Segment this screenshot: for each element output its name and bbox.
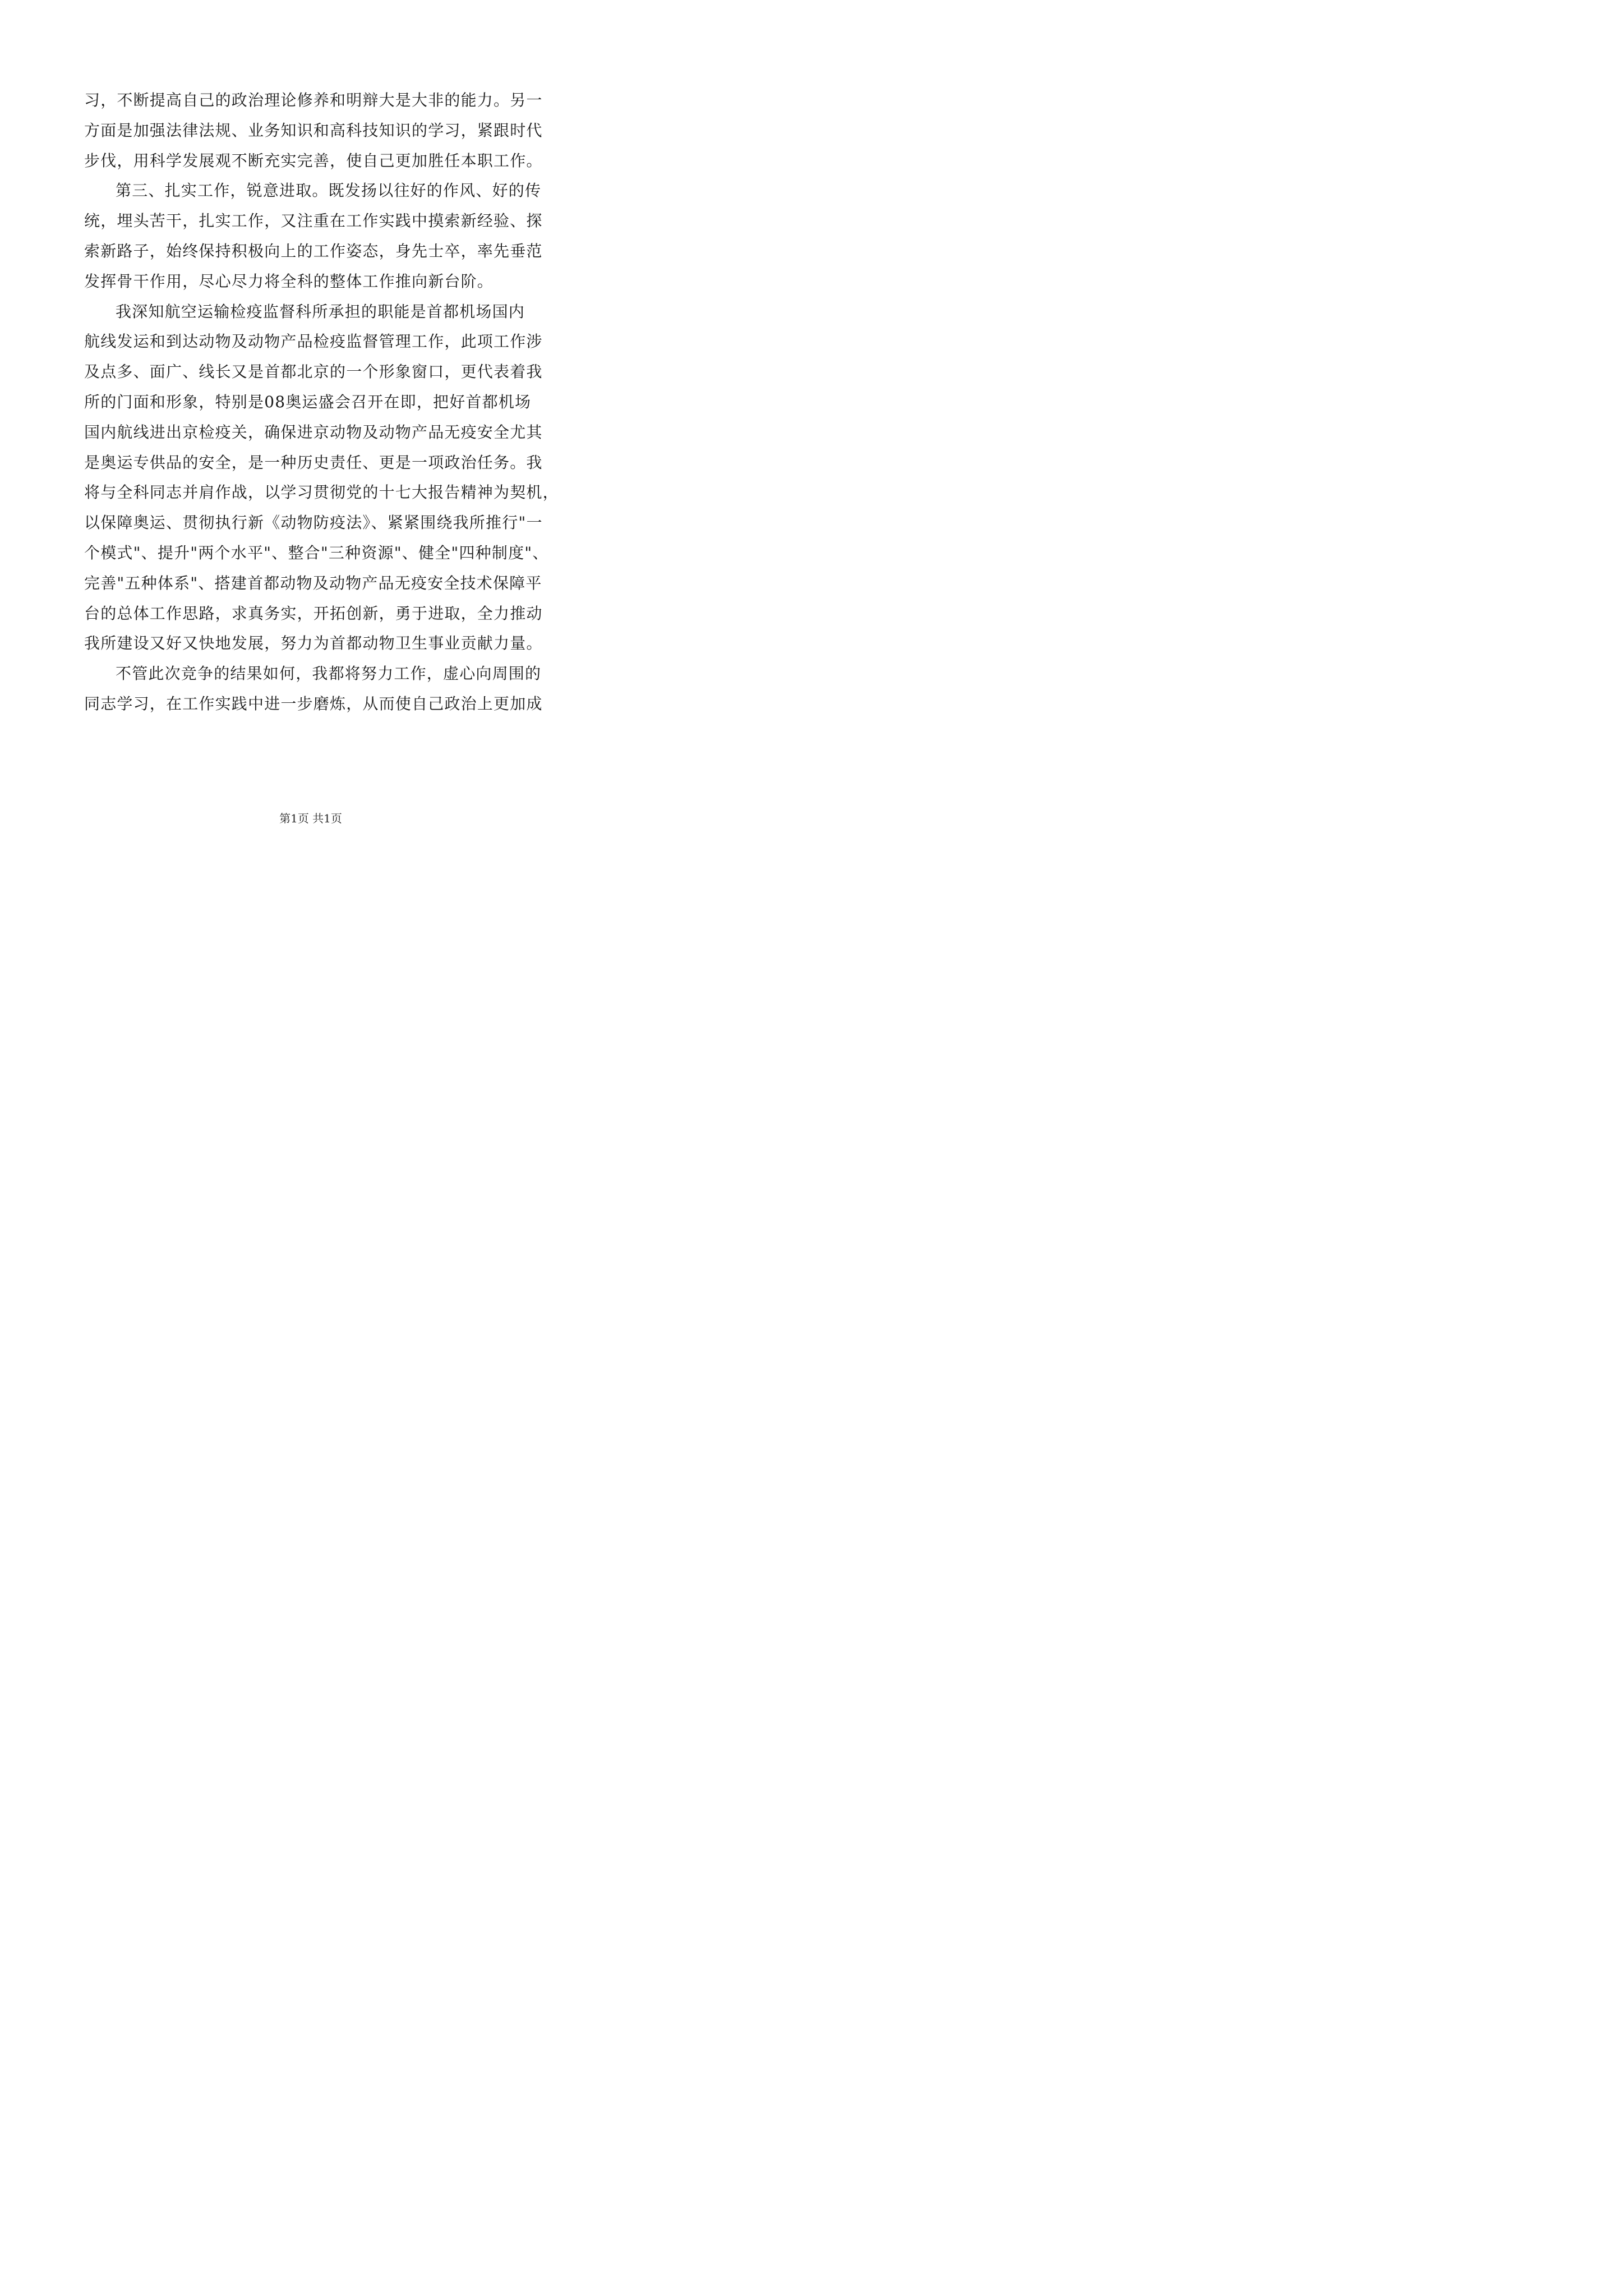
text-line: 所的门面和形象，特别是08奥运盛会召开在即，把好首都机场 [84, 392, 532, 411]
text-line: 习，不断提高自己的政治理论修养和明辩大是大非的能力。另一 [84, 91, 543, 109]
text-line: 将与全科同志并肩作战，以学习贯彻党的十七大报告精神为契机， [84, 483, 559, 502]
text-line: 完善"五种体系"、搭建首都动物及动物产品无疫安全技术保障平 [84, 573, 542, 592]
text-line: 发挥骨干作用，尽心尽力将全科的整体工作推向新台阶。 [84, 272, 494, 291]
text-line: 同志学习，在工作实践中进一步磨炼，从而使自己政治上更加成 [84, 694, 543, 713]
text-line: 步伐，用科学发展观不断充实完善，使自己更加胜任本职工作。 [84, 151, 543, 170]
text-line: 个模式"、提升"两个水平"、整合"三种资源"、健全"四种制度"、 [84, 543, 549, 562]
paragraph-start-line: 第三、扎实工作，锐意进取。既发扬以往好的作风、好的传 [116, 181, 542, 200]
paragraph-start-line: 不管此次竞争的结果如何，我都将努力工作，虚心向周围的 [116, 664, 542, 683]
document-page [0, 0, 621, 879]
text-line: 及点多、面广、线长又是首都北京的一个形象窗口，更代表着我 [84, 362, 543, 381]
body-text [84, 85, 559, 719]
text-line: 航线发运和到达动物及动物产品检疫监督管理工作，此项工作涉 [84, 332, 543, 351]
page-footer: 第1页 共1页 [279, 812, 342, 825]
text-line: 我所建设又好又快地发展，努力为首都动物卫生事业贡献力量。 [84, 634, 543, 653]
paragraph-start-line: 我深知航空运输检疫监督科所承担的职能是首都机场国内 [116, 302, 525, 321]
text-line: 台的总体工作思路，求真务实，开拓创新，勇于进取，全力推动 [84, 604, 543, 623]
text-line: 国内航线进出京检疫关，确保进京动物及动物产品无疫安全尤其 [84, 422, 543, 441]
text-line: 统，埋头苦干，扎实工作，又注重在工作实践中摸索新经验、探 [84, 211, 543, 231]
text-line: 方面是加强法律法规、业务知识和高科技知识的学习，紧跟时代 [84, 121, 543, 140]
text-line: 是奥运专供品的安全，是一种历史责任、更是一项政治任务。我 [84, 453, 543, 472]
text-line: 以保障奥运、贯彻执行新《动物防疫法》、紧紧围绕我所推行"一 [84, 513, 543, 532]
text-line: 索新路子，始终保持积极向上的工作姿态，身先士卒，率先垂范 [84, 241, 543, 260]
